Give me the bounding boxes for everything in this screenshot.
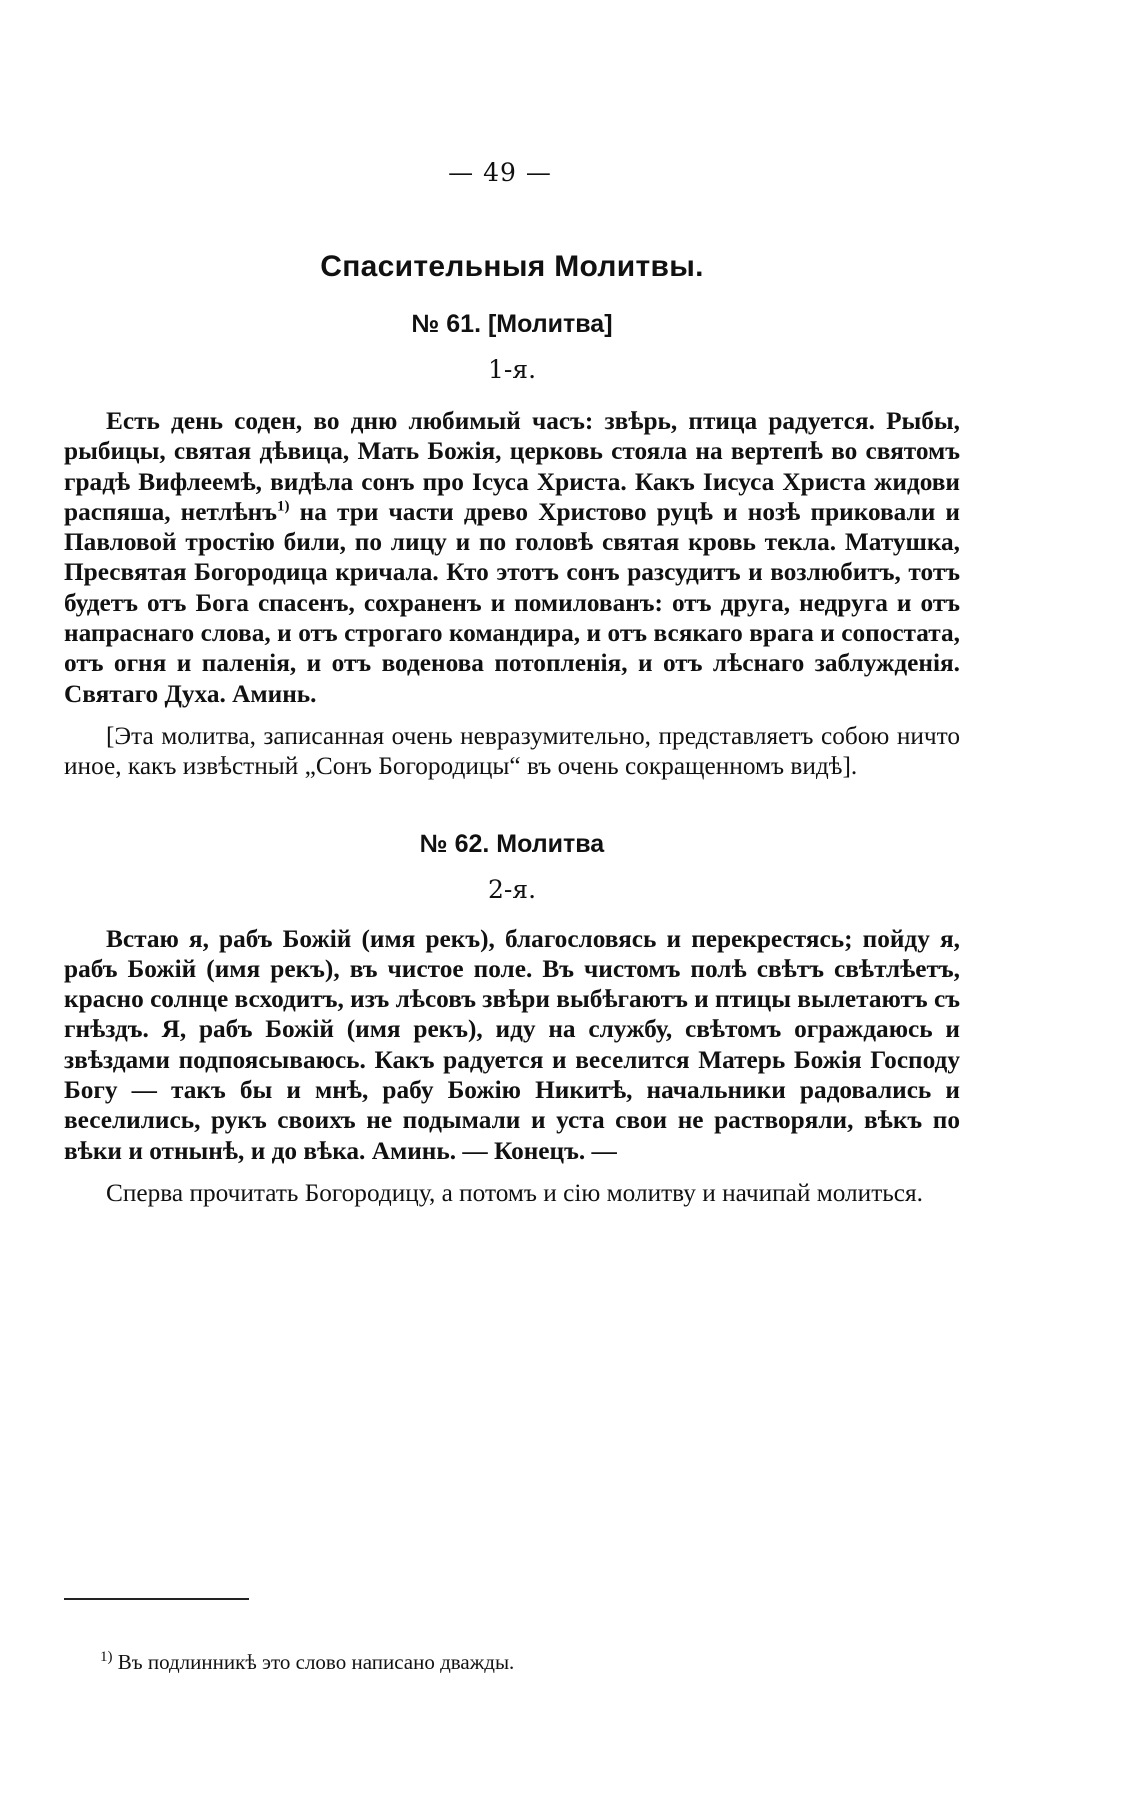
prayer-62-header: № 62. Молитва [419,829,605,858]
footnote-reference: 1) [276,498,290,515]
footnote [100,1650,900,1675]
page-content [64,250,960,1208]
prayer-62-instruction: Сперва прочитать Богородицу, а потомъ и сiю молитву и начипай молиться. [106,1178,923,1207]
page-title: Спасительныя Молитвы. [320,250,704,283]
prayer-62-subheader: 2-я. [487,874,537,904]
footnote-text: Въ подлинникѣ это слово написано дважды. [112,1650,515,1674]
prayer-61-note: [Эта молитва, записанная очень невразумительно, представляетъ собою ничто иное, какъ извѣстный „Сонъ Богородицы“ въ очень сокращенномъ видѣ]. [64,721,960,781]
prayer-61-text-part1: Есть день соден, во дню любимый часъ: звѣрь, птица радуется. Рыбы, рыбицы, святая дѣвица, Мать Божiя, церковь стояла на вертепѣ во святомъ градѣ Вифлеемѣ, видѣла сонъ про Iсуса Христа. Какъ Iисуса Христа жидови распяша, нетлѣнъ [64,407,960,526]
footnote-divider [64,1598,249,1600]
footnote-mark: 1) [100,1649,113,1665]
prayer-62-text: Встаю я, рабъ Божiй (имя рекъ), благословясь и перекрестясь; пойду я, рабъ Божiй (имя рекъ), въ чистое поле. Въ чистомъ полѣ свѣтъ свѣтлѣетъ, красно солнце всходитъ, изъ лѣсовъ звѣри выбѣгаютъ и птицы вылетаютъ съ гнѣздъ. Я, рабъ Божiй (имя рекъ), иду на службу, свѣтомъ ограждаюсь и звѣздами подпоясываюсь. Какъ радуется и веселится Матерь Божiя Господу Богу — такъ бы и мнѣ, рабу Божiю Никитѣ, начальники радовались и веселились, рукъ своихъ не подымали и уста свои не растворяли, вѣкъ по вѣки и отнынѣ, и до вѣка. Аминь. — Конецъ. — [64,924,960,1165]
prayer-61-header: № 61. [Молитва] [411,310,613,338]
page-number: — 49 — [448,158,552,187]
prayer-61-subheader: 1-я. [487,355,537,384]
prayer-61-text [64,406,960,709]
prayer-61-text-part2: на три части древо Христово руцѣ и нозѣ приковали и Павловой тростiю били, по лицу и по головѣ святая кровь текла. Матушка, Пресвятая Богородица кричала. Кто этотъ сонъ разсудитъ и возлюбитъ, тотъ будетъ отъ Бога спасенъ, сохраненъ и помилованъ: отъ друга, недруга и отъ напраснаго слова, и отъ строгаго командира, и отъ всякаго врага и сопостата, отъ огня и паленiя, и отъ воденова потопленiя, и отъ лѣснаго заблужденiя. Святаго Духа. Аминь. [64,497,961,708]
